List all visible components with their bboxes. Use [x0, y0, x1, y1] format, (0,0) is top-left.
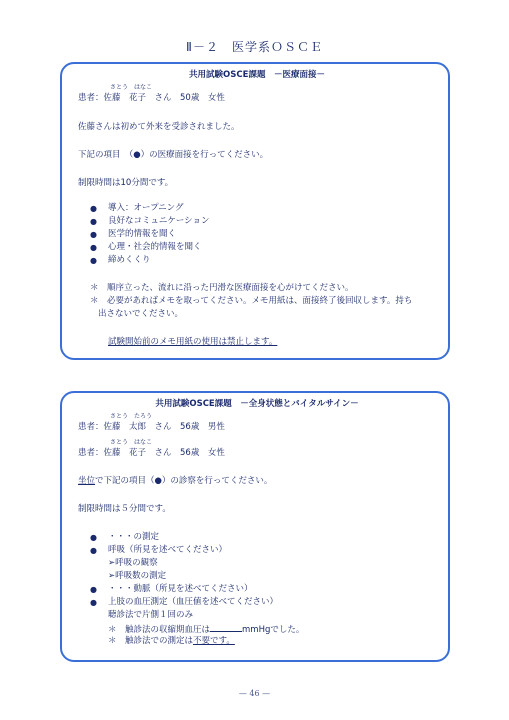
time-limit-text: 制限時間は５分間です。 — [78, 504, 171, 514]
warning-text: 試験開始前のメモ用紙の使用は禁止します。 — [108, 337, 278, 347]
bullet-icon: ● — [90, 230, 97, 239]
list-item: ・・・動脈（所見を述べてください） — [108, 584, 253, 594]
patient-info: 患者：佐藤 太郎 さん 56歳 男性 — [78, 422, 225, 432]
note-underlined: 不要です。 — [193, 636, 235, 646]
instruction-text — [78, 476, 272, 487]
instruction-rest: で下記の項目（●）の診察を行ってください。 — [95, 476, 273, 486]
list-item: 医学的情報を聞く — [108, 229, 177, 239]
list-item: 上肢の血圧測定（血圧値を述べてください） — [108, 597, 279, 607]
bullet-icon: ● — [90, 533, 97, 542]
note-text — [108, 623, 304, 636]
vital-signs-box — [60, 391, 450, 662]
section-title: Ⅱ－２ 医学系ＯＳＣＥ — [186, 40, 323, 54]
note-prefix: ＊ 触診法の収縮期血圧は — [108, 625, 211, 635]
sub-item: ➢呼吸の観察 — [108, 558, 158, 568]
bullet-icon: ● — [90, 256, 97, 265]
note-prefix: ＊ 触診法での測定は — [108, 636, 194, 646]
intro-text: 佐藤さんは初めて外来を受診されました。 — [78, 122, 240, 132]
bullet-icon: ● — [90, 546, 97, 555]
sitting-position-text: 坐位 — [78, 476, 96, 486]
list-item: 心理・社会的情報を聞く — [108, 242, 202, 252]
note-text: 出さないでください。 — [98, 309, 184, 319]
time-limit-text: 制限時間は10分間です。 — [78, 178, 174, 188]
patient-furigana: さとう たろう — [110, 413, 153, 420]
bullet-icon: ● — [90, 243, 97, 252]
instruction-text: 下記の項目 （●）の医療面接を行ってください。 — [78, 150, 269, 160]
list-item: 締めくくり — [108, 255, 151, 265]
patient-info: 患者：佐藤 花子 さん 50歳 女性 — [78, 93, 225, 103]
blank-line — [210, 623, 242, 632]
patient-furigana: さとう はなこ — [110, 84, 153, 91]
bullet-icon: ● — [90, 598, 97, 607]
plain-text: 聴診法で片側１回のみ — [108, 610, 194, 620]
patient-info: 患者：佐藤 花子 さん 56歳 女性 — [78, 448, 225, 458]
box2-title: 共用試験OSCE課題 －全身状態とバイタルサイン－ — [155, 399, 359, 409]
list-item: 呼吸（所見を述べてください） — [108, 545, 228, 555]
box1-title: 共用試験OSCE課題 －医療面接－ — [189, 70, 325, 80]
list-item: 良好なコミュニケーション — [108, 216, 210, 226]
bullet-icon: ● — [90, 204, 97, 213]
bullet-icon: ● — [90, 217, 97, 226]
medical-interview-box — [60, 62, 450, 360]
sub-item: ➢呼吸数の測定 — [108, 571, 167, 581]
page-number: — 46 — — [238, 689, 271, 698]
list-item: 導入：オープニング — [108, 203, 184, 213]
note-text — [108, 636, 235, 647]
note-suffix: mmHgでした。 — [242, 625, 305, 635]
note-text: ＊ 順序立った、流れに沿った円滑な医療面接を心がけてください。 — [90, 283, 354, 293]
list-item: ・・・の測定 — [108, 532, 160, 542]
patient-furigana: さとう はなこ — [110, 439, 153, 446]
bullet-icon: ● — [90, 585, 97, 594]
note-text: ＊ 必要があればメモを取ってください。メモ用紙は、面接終了後回収します。持ち — [90, 296, 413, 306]
